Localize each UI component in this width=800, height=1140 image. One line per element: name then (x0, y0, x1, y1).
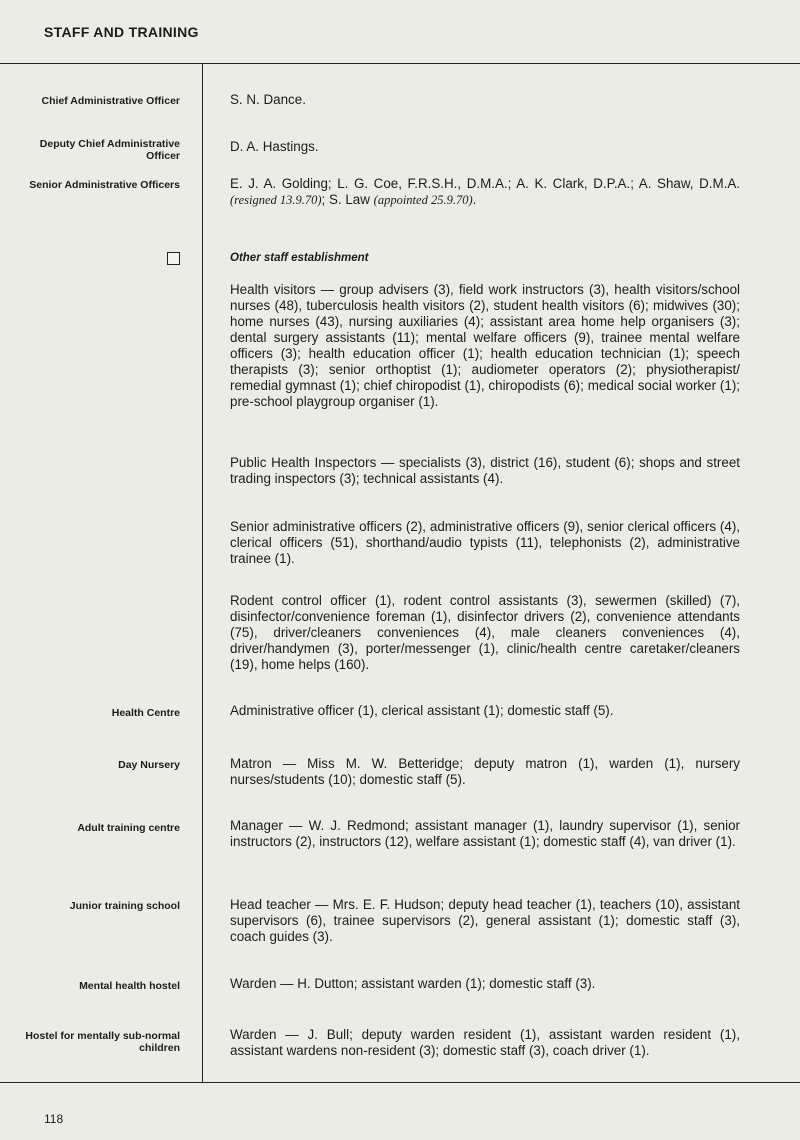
senior-officers-label: Senior Administrative Officers (29, 179, 180, 191)
health-visitors-paragraph: Health visitors — group advisers (3), field work instructors (3), health visitors/school nurses (48), tuberculosis health visitors (2), student health visitors (6); midwives (30); home nurses (43), nursing auxiliaries (4); assistant area home help organisers (3); dental surgery assistants (11); mental welfare officers (9), trainee mental welfare officers (3); health education officer (1); health education technician (1); speech therapists (3); senior orthoptist (1); audiometer operators (2); physiotherapist/ remedial gymnast (1); chief chiropodist (1), chiropodists (6); medical social worker (1); pre-school playgroup organiser (1). (230, 282, 740, 409)
adult-training-text: Manager — W. J. Redmond; assistant manager (1), laundry supervisor (1), senior instructors (2), instructors (12), welfare assistant (1); domestic staff (4), van driver (1). (230, 818, 740, 849)
senior-officers-text-2: ; S. Law (321, 192, 374, 207)
day-nursery-label: Day Nursery (118, 759, 180, 771)
bottom-rule (0, 1082, 800, 1083)
senior-officers-note-resigned: (resigned 13.9.70) (230, 193, 322, 207)
health-centre-label: Health Centre (111, 707, 180, 719)
page-title: STAFF AND TRAINING (44, 24, 199, 40)
rodent-control-paragraph: Rodent control officer (1), rodent control assistants (3), sewermen (skilled) (7), disinfector/convenience foreman (1), disinfector drivers (2), convenience attendants (75), driver/cleaners conveniences (4), male cleaners conveniences (4), driver/handymen (3), porter/messenger (1), clinic/health centre caretaker/cleaners (19), home helps (160). (230, 593, 740, 672)
page-number: 118 (44, 1112, 64, 1126)
hostel-children-label: Hostel for mentally sub-normal children (25, 1030, 180, 1054)
mental-health-hostel-label: Mental health hostel (79, 980, 180, 992)
junior-training-text: Head teacher — Mrs. E. F. Hudson; deputy head teacher (1), teachers (10), assistant supervisors (6), trainee supervisors (2), general assistant (1); domestic staff (3), coach guides (3). (230, 897, 740, 944)
chief-officer-value: S. N. Dance. (230, 92, 306, 107)
public-health-paragraph: Public Health Inspectors — specialists (3), district (16), student (6); shops and street trading inspectors (3); technical assistants (4). (230, 455, 740, 486)
column-divider (202, 64, 203, 1082)
senior-officers-text-3: . (472, 192, 477, 207)
adult-training-label: Adult training centre (77, 822, 180, 834)
other-staff-heading: Other staff establishment (230, 252, 369, 264)
chief-officer-label: Chief Administrative Officer (41, 95, 180, 107)
senior-officers-note-appointed: (appointed 25.9.70) (373, 193, 473, 207)
deputy-officer-value: D. A. Hastings. (230, 139, 319, 154)
deputy-officer-label: Deputy Chief Administrative Officer (39, 138, 180, 162)
administrative-paragraph: Senior administrative officers (2), administrative officers (9), senior clerical officers (4), clerical officers (51), shorthand/audio typists (11), telephonists (2), administrative trainee (1). (230, 519, 740, 566)
senior-officers-value (230, 176, 740, 208)
senior-officers-text-1: E. J. A. Golding; L. G. Coe, F.R.S.H., D.M.A.; A. K. Clark, D.P.A.; A. Shaw, D.M.A. (230, 176, 740, 191)
mental-health-hostel-text: Warden — H. Dutton; assistant warden (1); domestic staff (3). (230, 976, 596, 991)
top-rule (0, 63, 800, 64)
junior-training-label: Junior training school (69, 900, 180, 912)
health-centre-text: Administrative officer (1), clerical assistant (1); domestic staff (5). (230, 703, 614, 718)
day-nursery-text: Matron — Miss M. W. Betteridge; deputy matron (1), warden (1), nursery nurses/students (10); domestic staff (5). (230, 756, 740, 787)
section-checkbox[interactable] (167, 252, 180, 265)
hostel-children-text: Warden — J. Bull; deputy warden resident (1), assistant warden resident (1), assistant wardens non-resident (3); domestic staff (3), coach driver (1). (230, 1027, 740, 1058)
